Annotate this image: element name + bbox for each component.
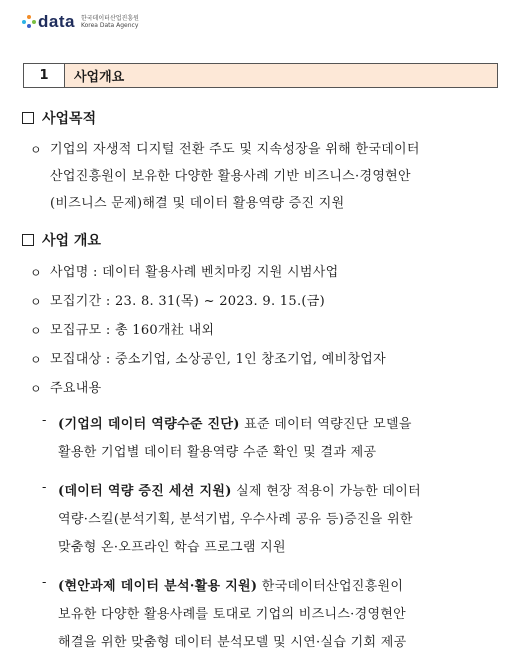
overview-item-contents: 주요내용 <box>50 381 102 396</box>
content-1-title: (기업의 데이터 역량수준 진단) <box>58 417 240 432</box>
section-header <box>23 63 498 88</box>
purpose-line-1: 기업의 자생적 디지털 전환 주도 및 지속성장을 위해 한국데이터 <box>50 142 420 157</box>
content-2-title: (데이터 역량 증진 세션 지원) <box>58 484 232 499</box>
logo-dots-icon <box>22 15 36 29</box>
section-title: 사업개요 <box>65 64 497 87</box>
content-3-line-1 <box>58 575 403 594</box>
content-3-title: (현안과제 데이터 분석·활용 지원) <box>58 579 258 594</box>
overview-item-target: 모집대상 : 중소기업, 소상공인, 1인 창조기업, 예비창업자 <box>50 352 387 367</box>
overview-heading-text: 사업 개요 <box>42 233 101 249</box>
purpose-line-2: 산업진흥원이 보유한 다양한 활용사례 기반 비즈니스·경영현안 <box>50 169 411 184</box>
purpose-heading <box>22 108 96 128</box>
content-2-line-3: 맞춤형 온·오프라인 학습 프로그램 지원 <box>58 540 286 555</box>
checkbox-square-icon <box>22 234 34 246</box>
bullet-icon: ㅇ <box>30 353 42 367</box>
bullet-icon: ㅇ <box>30 143 42 157</box>
content-3-line-2: 보유한 다양한 활용사례를 토대로 기업의 비즈니스·경영현안 <box>58 607 407 622</box>
dash-icon: - <box>42 413 47 428</box>
content-2-line-2: 역량·스킬(분석기획, 분석기법, 우수사례 공유 등)증진을 위한 <box>58 512 413 527</box>
content-1-line-2: 활용한 기업별 데이터 활용역량 수준 확인 및 결과 제공 <box>58 445 377 460</box>
kdata-logo <box>22 12 139 32</box>
purpose-line-3: (비즈니스 문제)해결 및 데이터 활용역량 증진 지원 <box>50 196 345 211</box>
bullet-icon: ㅇ <box>30 324 42 338</box>
content-3-text: 한국데이터산업진흥원이 <box>257 579 404 594</box>
overview-item-period: 모집기간 : 23. 8. 31(목) ~ 2023. 9. 15.(금) <box>50 294 325 309</box>
logo-kr-name: 한국데이터산업진흥원 <box>80 15 139 22</box>
bullet-icon: ㅇ <box>30 382 42 396</box>
logo-wordmark: data <box>38 12 75 31</box>
bullet-icon: ㅇ <box>30 295 42 309</box>
logo-en-name: Korea Data Agency <box>80 22 139 29</box>
dash-icon: - <box>42 480 47 495</box>
content-2-text: 실제 현장 적용이 가능한 데이터 <box>231 484 421 499</box>
content-3-line-3: 해결을 위한 맞춤형 데이터 분석모델 및 시연·실습 기회 제공 <box>58 635 407 650</box>
overview-heading <box>22 230 101 250</box>
content-2-line-1 <box>58 480 421 499</box>
logo-subtitle <box>81 15 139 29</box>
dash-icon: - <box>42 575 47 590</box>
content-1-text: 표준 데이터 역량진단 모델을 <box>239 417 412 432</box>
content-1-line-1 <box>58 413 412 432</box>
overview-item-name: 사업명 : 데이터 활용사례 벤치마킹 지원 시범사업 <box>50 265 339 280</box>
section-number: 1 <box>24 64 65 87</box>
bullet-icon: ㅇ <box>30 266 42 280</box>
overview-item-scale: 모집규모 : 총 160개社 내외 <box>50 323 215 338</box>
purpose-heading-text: 사업목적 <box>42 111 97 127</box>
checkbox-square-icon <box>22 112 34 124</box>
